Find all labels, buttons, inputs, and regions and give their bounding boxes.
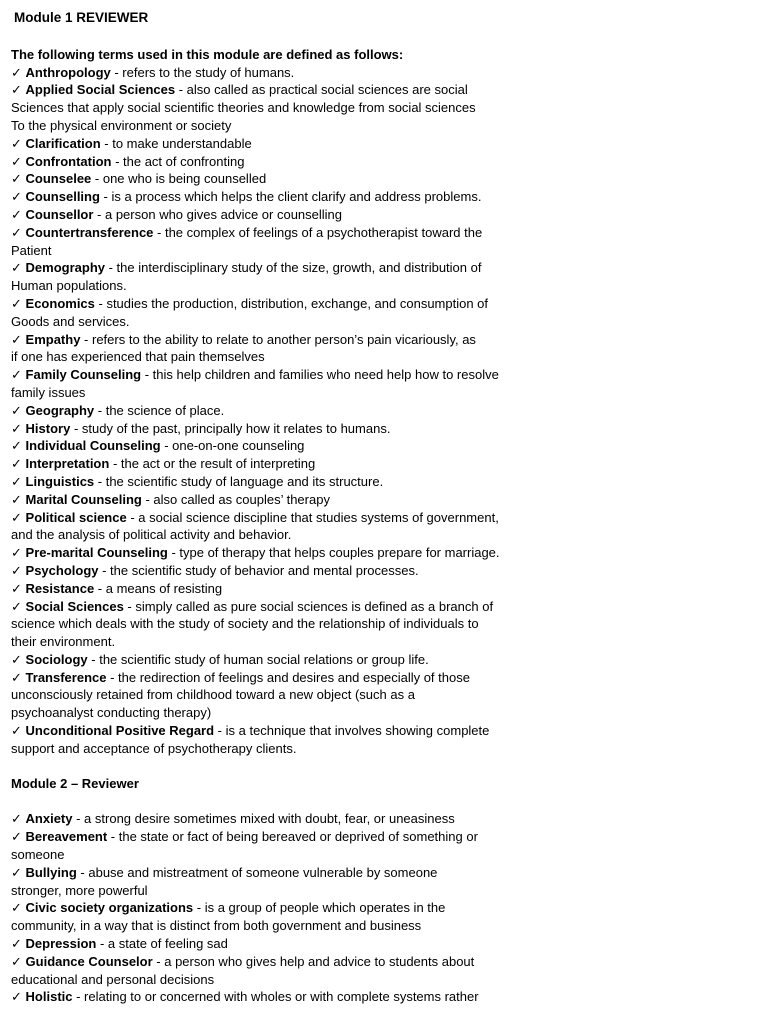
module-2-term-list: [11, 810, 751, 1006]
checkmark-icon: ✓: [11, 189, 22, 205]
term-definition: science which deals with the study of society and the relationship of individuals to: [11, 616, 479, 632]
checkmark-icon: ✓: [11, 509, 22, 525]
term-definition: community, in a way that is distinct from both government and business: [11, 918, 422, 934]
term-entry: [11, 64, 751, 82]
term-entry: [11, 899, 751, 935]
term-definition: Patient: [11, 242, 52, 258]
module-2-title: Module 2 – Reviewer: [11, 775, 139, 791]
checkmark-icon: ✓: [11, 864, 22, 880]
term-entry: [11, 651, 751, 669]
term-first-line: [11, 224, 751, 242]
term-definition: - this help children and families who need help how to resolve: [141, 367, 499, 383]
term-first-line: [11, 669, 751, 687]
term-definition: - refers to the study of humans.: [110, 64, 295, 80]
term-first-line: [11, 828, 751, 846]
term-definition: unconsciously retained from childhood toward a new object (such as a: [11, 687, 415, 703]
term-name: Counselling: [25, 189, 100, 205]
checkmark-icon: ✓: [11, 367, 22, 383]
term-definition: if one has experienced that pain themselves: [11, 349, 265, 365]
checkmark-icon: ✓: [11, 224, 22, 240]
term-first-line: [11, 295, 751, 313]
term-entry: [11, 331, 751, 367]
term-first-line: [11, 402, 751, 420]
term-first-line: [11, 953, 751, 971]
term-first-line: [11, 899, 751, 917]
term-definition: - a person who gives help and advice to students about: [152, 953, 475, 969]
checkmark-icon: ✓: [11, 953, 22, 969]
term-definition: - refers to the ability to relate to another person’s pain vicariously, as: [80, 331, 476, 347]
checkmark-icon: ✓: [11, 562, 22, 578]
term-first-line: [11, 491, 751, 509]
checkmark-icon: ✓: [11, 989, 22, 1005]
term-definition: - the redirection of feelings and desires and especially of those: [106, 669, 470, 685]
term-name: Individual Counseling: [25, 438, 161, 454]
checkmark-icon: ✓: [11, 473, 22, 489]
term-definition: - to make understandable: [100, 135, 252, 151]
term-definition: Human populations.: [11, 278, 127, 294]
term-definition: - type of therapy that helps couples prepare for marriage.: [167, 545, 500, 561]
checkmark-icon: ✓: [11, 580, 22, 596]
term-name: Interpretation: [25, 456, 110, 472]
checkmark-icon: ✓: [11, 723, 22, 739]
term-name: Clarification: [25, 135, 101, 151]
term-continuation-line: [11, 846, 751, 864]
term-first-line: [11, 473, 751, 491]
term-first-line: [11, 988, 751, 1006]
term-entry: [11, 188, 751, 206]
term-name: Social Sciences: [25, 598, 124, 614]
term-definition: - the scientific study of behavior and mental processes.: [98, 562, 419, 578]
term-continuation-line: [11, 633, 751, 651]
module-1-term-list: [11, 64, 751, 758]
term-definition: - simply called as pure social sciences is defined as a branch of: [123, 598, 494, 614]
checkmark-icon: ✓: [11, 651, 22, 667]
term-entry: [11, 562, 751, 580]
term-definition: - is a group of people which operates in the: [193, 900, 446, 916]
checkmark-icon: ✓: [11, 936, 22, 952]
term-definition: To the physical environment or society: [11, 117, 232, 133]
term-name: Pre-marital Counseling: [25, 545, 168, 561]
term-definition: educational and personal decisions: [11, 971, 215, 987]
term-definition: family issues: [11, 384, 86, 400]
term-entry: [11, 864, 751, 900]
term-name: Civic society organizations: [25, 900, 194, 916]
term-definition: - a social science discipline that studies systems of government,: [126, 509, 499, 525]
term-name: Confrontation: [25, 153, 112, 169]
term-continuation-line: [11, 384, 751, 402]
term-first-line: [11, 135, 751, 153]
term-entry: [11, 669, 751, 722]
term-first-line: [11, 64, 751, 82]
document-page: [11, 9, 751, 1006]
term-definition: - a state of feeling sad: [96, 936, 228, 952]
term-first-line: [11, 331, 751, 349]
module-1-title: Module 1 REVIEWER: [14, 10, 149, 25]
term-definition: - the complex of feelings of a psychotherapist toward the: [153, 224, 483, 240]
term-definition: - the act or the result of interpreting: [109, 456, 316, 472]
checkmark-icon: ✓: [11, 438, 22, 454]
term-definition: their environment.: [11, 634, 116, 650]
term-definition: - the scientific study of human social relations or group life.: [87, 651, 429, 667]
term-entry: [11, 598, 751, 651]
term-continuation-line: [11, 242, 751, 260]
checkmark-icon: ✓: [11, 598, 22, 614]
term-name: Political science: [25, 509, 127, 525]
term-continuation-line: [11, 99, 751, 117]
term-entry: [11, 366, 751, 402]
term-entry: [11, 935, 751, 953]
term-definition: - a means of resisting: [94, 580, 223, 596]
term-entry: [11, 810, 751, 828]
term-name: Counselee: [25, 171, 92, 187]
term-entry: [11, 437, 751, 455]
term-name: History: [25, 420, 71, 436]
term-name: Applied Social Sciences: [25, 82, 176, 98]
term-name: Anthropology: [25, 64, 111, 80]
term-first-line: [11, 935, 751, 953]
term-continuation-line: [11, 971, 751, 989]
term-definition: - is a process which helps the client clarify and address problems.: [99, 189, 482, 205]
term-continuation-line: [11, 348, 751, 366]
term-entry: [11, 491, 751, 509]
checkmark-icon: ✓: [11, 491, 22, 507]
term-first-line: [11, 598, 751, 616]
checkmark-icon: ✓: [11, 829, 22, 845]
term-continuation-line: [11, 117, 751, 135]
term-definition: stronger, more powerful: [11, 882, 148, 898]
term-definition: - study of the past, principally how it relates to humans.: [70, 420, 391, 436]
term-name: Resistance: [25, 580, 95, 596]
term-first-line: [11, 170, 751, 188]
term-entry: [11, 455, 751, 473]
term-first-line: [11, 81, 751, 99]
term-first-line: [11, 722, 751, 740]
term-continuation-line: [11, 882, 751, 900]
term-entry: [11, 722, 751, 758]
term-first-line: [11, 206, 751, 224]
term-definition: - abuse and mistreatment of someone vulnerable by someone: [76, 864, 438, 880]
term-name: Empathy: [25, 331, 81, 347]
checkmark-icon: ✓: [11, 260, 22, 276]
term-first-line: [11, 810, 751, 828]
term-entry: [11, 988, 751, 1006]
term-continuation-line: [11, 615, 751, 633]
term-name: Family Counseling: [25, 367, 142, 383]
term-definition: - one who is being counselled: [91, 171, 267, 187]
term-entry: [11, 224, 751, 260]
term-name: Guidance Counselor: [25, 953, 153, 969]
term-entry: [11, 580, 751, 598]
term-continuation-line: [11, 917, 751, 935]
term-first-line: [11, 153, 751, 171]
checkmark-icon: ✓: [11, 171, 22, 187]
term-continuation-line: [11, 740, 751, 758]
term-continuation-line: [11, 277, 751, 295]
checkmark-icon: ✓: [11, 135, 22, 151]
term-name: Anxiety: [25, 811, 73, 827]
term-entry: [11, 509, 751, 545]
checkmark-icon: ✓: [11, 420, 22, 436]
term-entry: [11, 953, 751, 989]
term-definition: - the scientific study of language and its structure.: [94, 473, 384, 489]
term-first-line: [11, 651, 751, 669]
checkmark-icon: ✓: [11, 402, 22, 418]
term-name: Holistic: [25, 989, 73, 1005]
checkmark-icon: ✓: [11, 331, 22, 347]
term-definition: - studies the production, distribution, exchange, and consumption of: [94, 295, 489, 311]
term-definition: and the analysis of political activity and behavior.: [11, 527, 292, 543]
checkmark-icon: ✓: [11, 545, 22, 561]
term-name: Unconditional Positive Regard: [25, 723, 215, 739]
term-name: Depression: [25, 936, 97, 952]
module-1-intro: The following terms used in this module are defined as follows:: [11, 46, 404, 62]
term-entry: [11, 81, 751, 134]
term-name: Linguistics: [25, 473, 95, 489]
checkmark-icon: ✓: [11, 82, 22, 98]
checkmark-icon: ✓: [11, 206, 22, 222]
term-continuation-line: [11, 704, 751, 722]
term-name: Marital Counseling: [25, 491, 142, 507]
term-entry: [11, 135, 751, 153]
term-definition: - a person who gives advice or counselling: [93, 206, 343, 222]
checkmark-icon: ✓: [11, 295, 22, 311]
term-name: Bullying: [25, 864, 77, 880]
term-entry: [11, 170, 751, 188]
term-first-line: [11, 864, 751, 882]
term-name: Psychology: [25, 562, 99, 578]
term-definition: - also called as practical social sciences are social: [175, 82, 468, 98]
term-definition: - relating to or concerned with wholes or with complete systems rather: [72, 989, 479, 1005]
term-definition: - the act of confronting: [111, 153, 245, 169]
term-definition: Sciences that apply social scientific theories and knowledge from social sciences: [11, 100, 476, 116]
term-entry: [11, 473, 751, 491]
term-first-line: [11, 544, 751, 562]
term-first-line: [11, 259, 751, 277]
term-definition: Goods and services.: [11, 313, 130, 329]
checkmark-icon: ✓: [11, 669, 22, 685]
term-first-line: [11, 562, 751, 580]
term-entry: [11, 828, 751, 864]
term-first-line: [11, 366, 751, 384]
term-first-line: [11, 437, 751, 455]
term-definition: someone: [11, 847, 65, 863]
term-continuation-line: [11, 526, 751, 544]
term-definition: - one-on-one counseling: [160, 438, 305, 454]
term-name: Geography: [25, 402, 95, 418]
term-entry: [11, 544, 751, 562]
checkmark-icon: ✓: [11, 900, 22, 916]
term-definition: - also called as couples’ therapy: [141, 491, 330, 507]
checkmark-icon: ✓: [11, 456, 22, 472]
term-first-line: [11, 455, 751, 473]
checkmark-icon: ✓: [11, 153, 22, 169]
term-first-line: [11, 509, 751, 527]
checkmark-icon: ✓: [11, 64, 22, 80]
term-name: Demography: [25, 260, 105, 276]
term-continuation-line: [11, 313, 751, 331]
checkmark-icon: ✓: [11, 811, 22, 827]
term-continuation-line: [11, 686, 751, 704]
term-definition: psychoanalyst conducting therapy): [11, 705, 212, 721]
term-entry: [11, 206, 751, 224]
term-name: Sociology: [25, 651, 88, 667]
term-definition: - the interdisciplinary study of the size, growth, and distribution of: [105, 260, 482, 276]
term-entry: [11, 259, 751, 295]
term-entry: [11, 153, 751, 171]
term-definition: - a strong desire sometimes mixed with doubt, fear, or uneasiness: [72, 811, 455, 827]
term-name: Counsellor: [25, 206, 94, 222]
term-first-line: [11, 580, 751, 598]
term-definition: - the state or fact of being bereaved or deprived of something or: [107, 829, 478, 845]
term-entry: [11, 420, 751, 438]
term-first-line: [11, 420, 751, 438]
term-first-line: [11, 188, 751, 206]
term-definition: support and acceptance of psychotherapy clients.: [11, 740, 297, 756]
term-entry: [11, 295, 751, 331]
term-entry: [11, 402, 751, 420]
term-name: Economics: [25, 295, 95, 311]
term-name: Countertransference: [25, 224, 154, 240]
term-name: Transference: [25, 669, 107, 685]
term-name: Bereavement: [25, 829, 108, 845]
term-definition: - is a technique that involves showing complete: [214, 723, 490, 739]
term-definition: - the science of place.: [94, 402, 225, 418]
